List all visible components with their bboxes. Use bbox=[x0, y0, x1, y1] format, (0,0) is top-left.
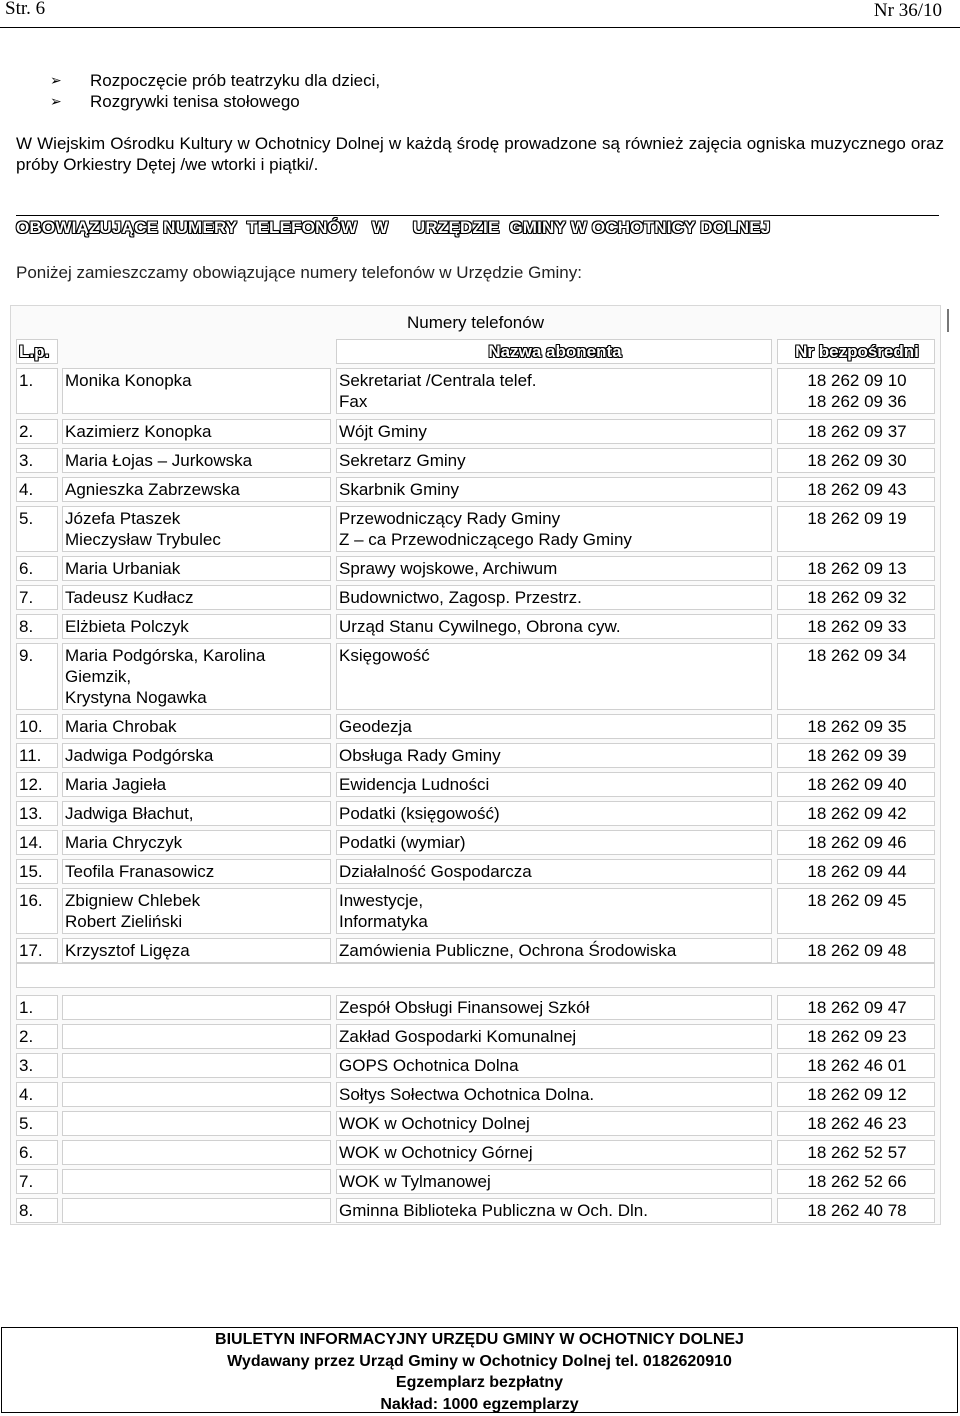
phone-number-line: 18 262 09 47 bbox=[807, 998, 907, 1017]
subscriber-name-line: Sekretarz Gminy bbox=[339, 451, 466, 470]
row-number: 3. bbox=[16, 448, 58, 473]
subscriber-name-line: Geodezja bbox=[339, 717, 412, 736]
intro-text: Poniżej zamieszczamy obowiązujące numery telefonów w Urzędzie Gminy: bbox=[16, 263, 582, 282]
person-name-empty bbox=[62, 995, 331, 1020]
phone-number-line: 18 262 52 57 bbox=[807, 1143, 907, 1162]
phone-number-line: 18 262 09 37 bbox=[807, 422, 907, 441]
subscriber-name-line: Obsługa Rady Gminy bbox=[339, 746, 501, 765]
person-name bbox=[62, 743, 331, 768]
subscriber-name-line: Ewidencja Ludności bbox=[339, 775, 490, 794]
phone-number bbox=[777, 995, 935, 1020]
phone-number-line: 18 262 09 36 bbox=[807, 392, 907, 411]
section-divider bbox=[16, 215, 939, 216]
table-row bbox=[11, 1198, 940, 1223]
table-row bbox=[11, 938, 940, 963]
person-name-empty bbox=[62, 1140, 331, 1165]
subscriber-name bbox=[336, 888, 772, 934]
section-title: OBOWIĄZUJĄCE NUMERY TELEFONÓW W URZĘDZIE GMINY W OCHOTNICY DOLNEJ bbox=[16, 218, 771, 237]
phone-number bbox=[777, 1082, 935, 1107]
table-row bbox=[11, 1082, 940, 1107]
subscriber-name-line: Z – ca Przewodniczącego Rady Gminy bbox=[339, 530, 632, 549]
row-number: 11. bbox=[16, 743, 58, 768]
table-edge-mark bbox=[947, 309, 949, 332]
phone-number bbox=[777, 448, 935, 473]
bullet-text: Rozpoczęcie prób teatrzyku dla dzieci, bbox=[90, 71, 381, 90]
subscriber-name bbox=[336, 477, 772, 502]
subscriber-name-line: Sołtys Sołectwa Ochotnica Dolna. bbox=[339, 1085, 595, 1104]
person-name-empty bbox=[62, 1024, 331, 1049]
row-number: 4. bbox=[16, 477, 58, 502]
person-name bbox=[62, 368, 331, 414]
phone-number bbox=[777, 368, 935, 414]
person-name-line: Mieczysław Trybulec bbox=[65, 530, 221, 549]
table-row bbox=[11, 614, 940, 639]
table-row bbox=[11, 1140, 940, 1165]
person-name-line: Tadeusz Kudłacz bbox=[65, 588, 194, 607]
phone-number-line: 18 262 09 39 bbox=[807, 746, 907, 765]
subscriber-name-line: Informatyka bbox=[339, 912, 428, 931]
table-row bbox=[11, 772, 940, 797]
phone-number bbox=[777, 938, 935, 963]
person-name-line: Maria Łojas – Jurkowska bbox=[65, 451, 253, 470]
subscriber-name-line: Podatki (wymiar) bbox=[339, 833, 466, 852]
person-name bbox=[62, 477, 331, 502]
subscriber-name-line: Wójt Gminy bbox=[339, 422, 427, 441]
person-name-line: Maria Podgórska, Karolina bbox=[65, 646, 266, 665]
subscriber-name bbox=[336, 1169, 772, 1194]
phone-number-line: 18 262 09 33 bbox=[807, 617, 907, 636]
table-row bbox=[11, 801, 940, 826]
person-name-line: Zbigniew Chlebek bbox=[65, 891, 201, 910]
phone-number bbox=[777, 1053, 935, 1078]
subscriber-name-line: WOK w Tylmanowej bbox=[339, 1172, 491, 1191]
phone-number bbox=[777, 477, 935, 502]
row-number: 8. bbox=[16, 1198, 58, 1223]
subscriber-name bbox=[336, 772, 772, 797]
phone-number bbox=[777, 643, 935, 710]
subscriber-name bbox=[336, 1140, 772, 1165]
table-row bbox=[11, 643, 940, 710]
phone-number bbox=[777, 556, 935, 581]
person-name bbox=[62, 714, 331, 739]
table-row bbox=[11, 995, 940, 1020]
phone-number-line: 18 262 09 42 bbox=[807, 804, 907, 823]
person-name-line: Krystyna Nogawka bbox=[65, 688, 207, 707]
person-name-line: Maria Urbaniak bbox=[65, 559, 181, 578]
person-name-empty bbox=[62, 1169, 331, 1194]
row-number: 3. bbox=[16, 1053, 58, 1078]
phone-number bbox=[777, 1111, 935, 1136]
row-number: 1. bbox=[16, 368, 58, 414]
subscriber-name bbox=[336, 419, 772, 444]
subscriber-name bbox=[336, 614, 772, 639]
phone-number-line: 18 262 09 48 bbox=[807, 941, 907, 960]
bulletin-footer bbox=[1, 1327, 958, 1413]
bullet-text: Rozgrywki tenisa stołowego bbox=[90, 92, 300, 111]
person-name bbox=[62, 830, 331, 855]
phone-number bbox=[777, 743, 935, 768]
subscriber-name-line: Działalność Gospodarcza bbox=[339, 862, 532, 881]
row-number: 13. bbox=[16, 801, 58, 826]
phone-number-line: 18 262 09 19 bbox=[807, 509, 907, 528]
table-row bbox=[11, 506, 940, 552]
phone-number bbox=[777, 888, 935, 934]
person-name bbox=[62, 938, 331, 963]
table-spacer-row bbox=[16, 963, 935, 988]
subscriber-name bbox=[336, 938, 772, 963]
subscriber-name bbox=[336, 801, 772, 826]
subscriber-name bbox=[336, 368, 772, 414]
subscriber-name-line: Fax bbox=[339, 392, 368, 411]
subscriber-name bbox=[336, 1198, 772, 1223]
phone-number-line: 18 262 09 30 bbox=[807, 451, 907, 470]
table-caption: Numery telefonów bbox=[406, 313, 544, 332]
phone-number-line: 18 262 09 13 bbox=[807, 559, 907, 578]
table-row bbox=[11, 419, 940, 444]
subscriber-name bbox=[336, 556, 772, 581]
phone-number bbox=[777, 614, 935, 639]
table-row bbox=[11, 859, 940, 884]
phone-number bbox=[777, 1169, 935, 1194]
subscriber-name bbox=[336, 448, 772, 473]
person-name-empty bbox=[62, 1111, 331, 1136]
phone-number bbox=[777, 419, 935, 444]
subscriber-name-line: Sprawy wojskowe, Archiwum bbox=[339, 559, 558, 578]
subscriber-name-line: GOPS Ochotnica Dolna bbox=[339, 1056, 519, 1075]
subscriber-name bbox=[336, 1024, 772, 1049]
phone-number bbox=[777, 585, 935, 610]
subscriber-name-line: Podatki (księgowość) bbox=[339, 804, 500, 823]
subscriber-name bbox=[336, 506, 772, 552]
subscriber-name-line: Sekretariat /Centrala telef. bbox=[339, 371, 537, 390]
table-row bbox=[11, 556, 940, 581]
subscriber-name bbox=[336, 830, 772, 855]
phone-number bbox=[777, 859, 935, 884]
phone-number-line: 18 262 40 78 bbox=[807, 1201, 907, 1220]
person-name-line: Maria Chryczyk bbox=[65, 833, 183, 852]
phone-number-line: 18 262 09 35 bbox=[807, 717, 907, 736]
person-name bbox=[62, 419, 331, 444]
row-number: 14. bbox=[16, 830, 58, 855]
table-row bbox=[11, 1024, 940, 1049]
row-number: 15. bbox=[16, 859, 58, 884]
subscriber-name-line: Zakład Gospodarki Komunalnej bbox=[339, 1027, 577, 1046]
person-name-line: Monika Konopka bbox=[65, 371, 192, 390]
phone-table bbox=[10, 305, 941, 1225]
footer-line: Wydawany przez Urząd Gminy w Ochotnicy Dolnej tel. 0182620910 bbox=[227, 1352, 732, 1370]
subscriber-name-line: Zespół Obsługi Finansowej Szkół bbox=[339, 998, 590, 1017]
person-name bbox=[62, 643, 331, 710]
subscriber-name-line: Zamówienia Publiczne, Ochrona Środowiska bbox=[339, 941, 677, 960]
row-number: 16. bbox=[16, 888, 58, 934]
header-lp: L.p. bbox=[16, 339, 58, 364]
phone-number bbox=[777, 772, 935, 797]
issue-number: Nr 36/10 bbox=[873, 0, 942, 21]
subscriber-name-line: Księgowość bbox=[339, 646, 430, 665]
row-number: 5. bbox=[16, 506, 58, 552]
row-number: 17. bbox=[16, 938, 58, 963]
phone-number-line: 18 262 09 46 bbox=[807, 833, 907, 852]
phone-number-line: 18 262 09 23 bbox=[807, 1027, 907, 1046]
person-name-line: Elżbieta Polczyk bbox=[65, 617, 189, 636]
row-number: 12. bbox=[16, 772, 58, 797]
row-number: 2. bbox=[16, 1024, 58, 1049]
phone-number-line: 18 262 09 32 bbox=[807, 588, 907, 607]
person-name bbox=[62, 585, 331, 610]
subscriber-name bbox=[336, 585, 772, 610]
person-name-line: Kazimierz Konopka bbox=[65, 422, 212, 441]
person-name bbox=[62, 506, 331, 552]
footer-line: BIULETYN INFORMACYJNY URZĘDU GMINY W OCHOTNICY DOLNEJ bbox=[215, 1331, 744, 1348]
row-number: 1. bbox=[16, 995, 58, 1020]
row-number: 6. bbox=[16, 556, 58, 581]
person-name-line: Agnieszka Zabrzewska bbox=[65, 480, 240, 499]
bullet-item bbox=[50, 91, 380, 112]
footer-line: Egzemplarz bezpłatny bbox=[395, 1374, 564, 1391]
phone-number-line: 18 262 09 10 bbox=[807, 371, 907, 390]
subscriber-name bbox=[336, 1111, 772, 1136]
subscriber-name bbox=[336, 859, 772, 884]
row-number: 6. bbox=[16, 1140, 58, 1165]
person-name bbox=[62, 801, 331, 826]
header-divider bbox=[0, 27, 960, 28]
table-row bbox=[11, 743, 940, 768]
page-number: Str. 6 bbox=[5, 0, 46, 19]
phone-number-line: 18 262 46 23 bbox=[807, 1114, 907, 1133]
subscriber-name-line: Gminna Biblioteka Publiczna w Och. Dln. bbox=[339, 1201, 648, 1220]
table-row bbox=[11, 1053, 940, 1078]
row-number: 2. bbox=[16, 419, 58, 444]
table-row bbox=[11, 368, 940, 414]
phone-number-line: 18 262 09 45 bbox=[807, 891, 907, 910]
subscriber-name-line: Inwestycje, bbox=[339, 891, 424, 910]
phone-number-line: 18 262 09 12 bbox=[807, 1085, 907, 1104]
person-name bbox=[62, 614, 331, 639]
subscriber-name-line: Przewodniczący Rady Gminy bbox=[339, 509, 561, 528]
phone-number-line: 18 262 09 44 bbox=[807, 862, 907, 881]
subscriber-name bbox=[336, 743, 772, 768]
row-number: 9. bbox=[16, 643, 58, 710]
activities-paragraph: W Wiejskim Ośrodku Kultury w Ochotnicy Dolnej w każdą środę prowadzone są również zajęcia ogniska muzycznego oraz próby Orkiestry Dętej /we wtorki i piątki/. bbox=[16, 134, 944, 174]
person-name bbox=[62, 772, 331, 797]
header-number: Nr bezpośredni bbox=[777, 339, 935, 364]
subscriber-name-line: WOK w Ochotnicy Górnej bbox=[339, 1143, 533, 1162]
subscriber-name bbox=[336, 714, 772, 739]
phone-number bbox=[777, 506, 935, 552]
phone-number bbox=[777, 1024, 935, 1049]
person-name-line: Maria Jagieła bbox=[65, 775, 167, 794]
person-name bbox=[62, 859, 331, 884]
subscriber-name bbox=[336, 995, 772, 1020]
arrow-bullet-icon: ➢ bbox=[50, 72, 62, 88]
person-name-line: Maria Chrobak bbox=[65, 717, 177, 736]
person-name-line: Jadwiga Błachut, bbox=[65, 804, 194, 823]
phone-number-line: 18 262 09 34 bbox=[807, 646, 907, 665]
table-row bbox=[11, 888, 940, 934]
person-name bbox=[62, 556, 331, 581]
phone-number-line: 18 262 09 40 bbox=[807, 775, 907, 794]
phone-number bbox=[777, 1140, 935, 1165]
person-name bbox=[62, 448, 331, 473]
row-number: 5. bbox=[16, 1111, 58, 1136]
phone-number bbox=[777, 830, 935, 855]
person-name-line: Józefa Ptaszek bbox=[65, 509, 181, 528]
footer-line: Nakład: 1000 egzemplarzy bbox=[380, 1395, 579, 1413]
subscriber-name-line: WOK w Ochotnicy Dolnej bbox=[339, 1114, 530, 1133]
row-number: 4. bbox=[16, 1082, 58, 1107]
phone-number-line: 18 262 52 66 bbox=[807, 1172, 907, 1191]
table-row bbox=[11, 830, 940, 855]
person-name bbox=[62, 888, 331, 934]
person-name-line: Robert Zieliński bbox=[65, 912, 183, 931]
person-name-line: Jadwiga Podgórska bbox=[65, 746, 214, 765]
subscriber-name-line: Skarbnik Gminy bbox=[339, 480, 459, 499]
subscriber-name bbox=[336, 1053, 772, 1078]
row-number: 7. bbox=[16, 585, 58, 610]
person-name-line: Teofila Franasowicz bbox=[65, 862, 215, 881]
subscriber-name bbox=[336, 643, 772, 710]
table-header-row bbox=[11, 339, 940, 364]
arrow-bullet-icon: ➢ bbox=[50, 93, 62, 109]
table-row bbox=[11, 585, 940, 610]
subscriber-name-line: Urząd Stanu Cywilnego, Obrona cyw. bbox=[339, 617, 621, 636]
person-name-empty bbox=[62, 1053, 331, 1078]
header-name: Nazwa abonenta bbox=[336, 339, 772, 364]
phone-number-line: 18 262 09 43 bbox=[807, 480, 907, 499]
row-number: 8. bbox=[16, 614, 58, 639]
table-row bbox=[11, 448, 940, 473]
table-row bbox=[11, 714, 940, 739]
phone-number bbox=[777, 801, 935, 826]
person-name-empty bbox=[62, 1082, 331, 1107]
table-row bbox=[11, 477, 940, 502]
person-name-empty bbox=[62, 1198, 331, 1223]
phone-number bbox=[777, 1198, 935, 1223]
subscriber-name bbox=[336, 1082, 772, 1107]
subscriber-name-line: Budownictwo, Zagosp. Przestrz. bbox=[339, 588, 582, 607]
row-number: 7. bbox=[16, 1169, 58, 1194]
person-name-line: Giemzik, bbox=[65, 667, 132, 686]
phone-number-line: 18 262 46 01 bbox=[807, 1056, 907, 1075]
person-name-line: Krzysztof Ligęza bbox=[65, 941, 190, 960]
row-number: 10. bbox=[16, 714, 58, 739]
bullet-item bbox=[50, 70, 380, 91]
phone-number bbox=[777, 714, 935, 739]
table-row bbox=[11, 1169, 940, 1194]
table-row bbox=[11, 1111, 940, 1136]
bullet-list bbox=[50, 70, 380, 112]
